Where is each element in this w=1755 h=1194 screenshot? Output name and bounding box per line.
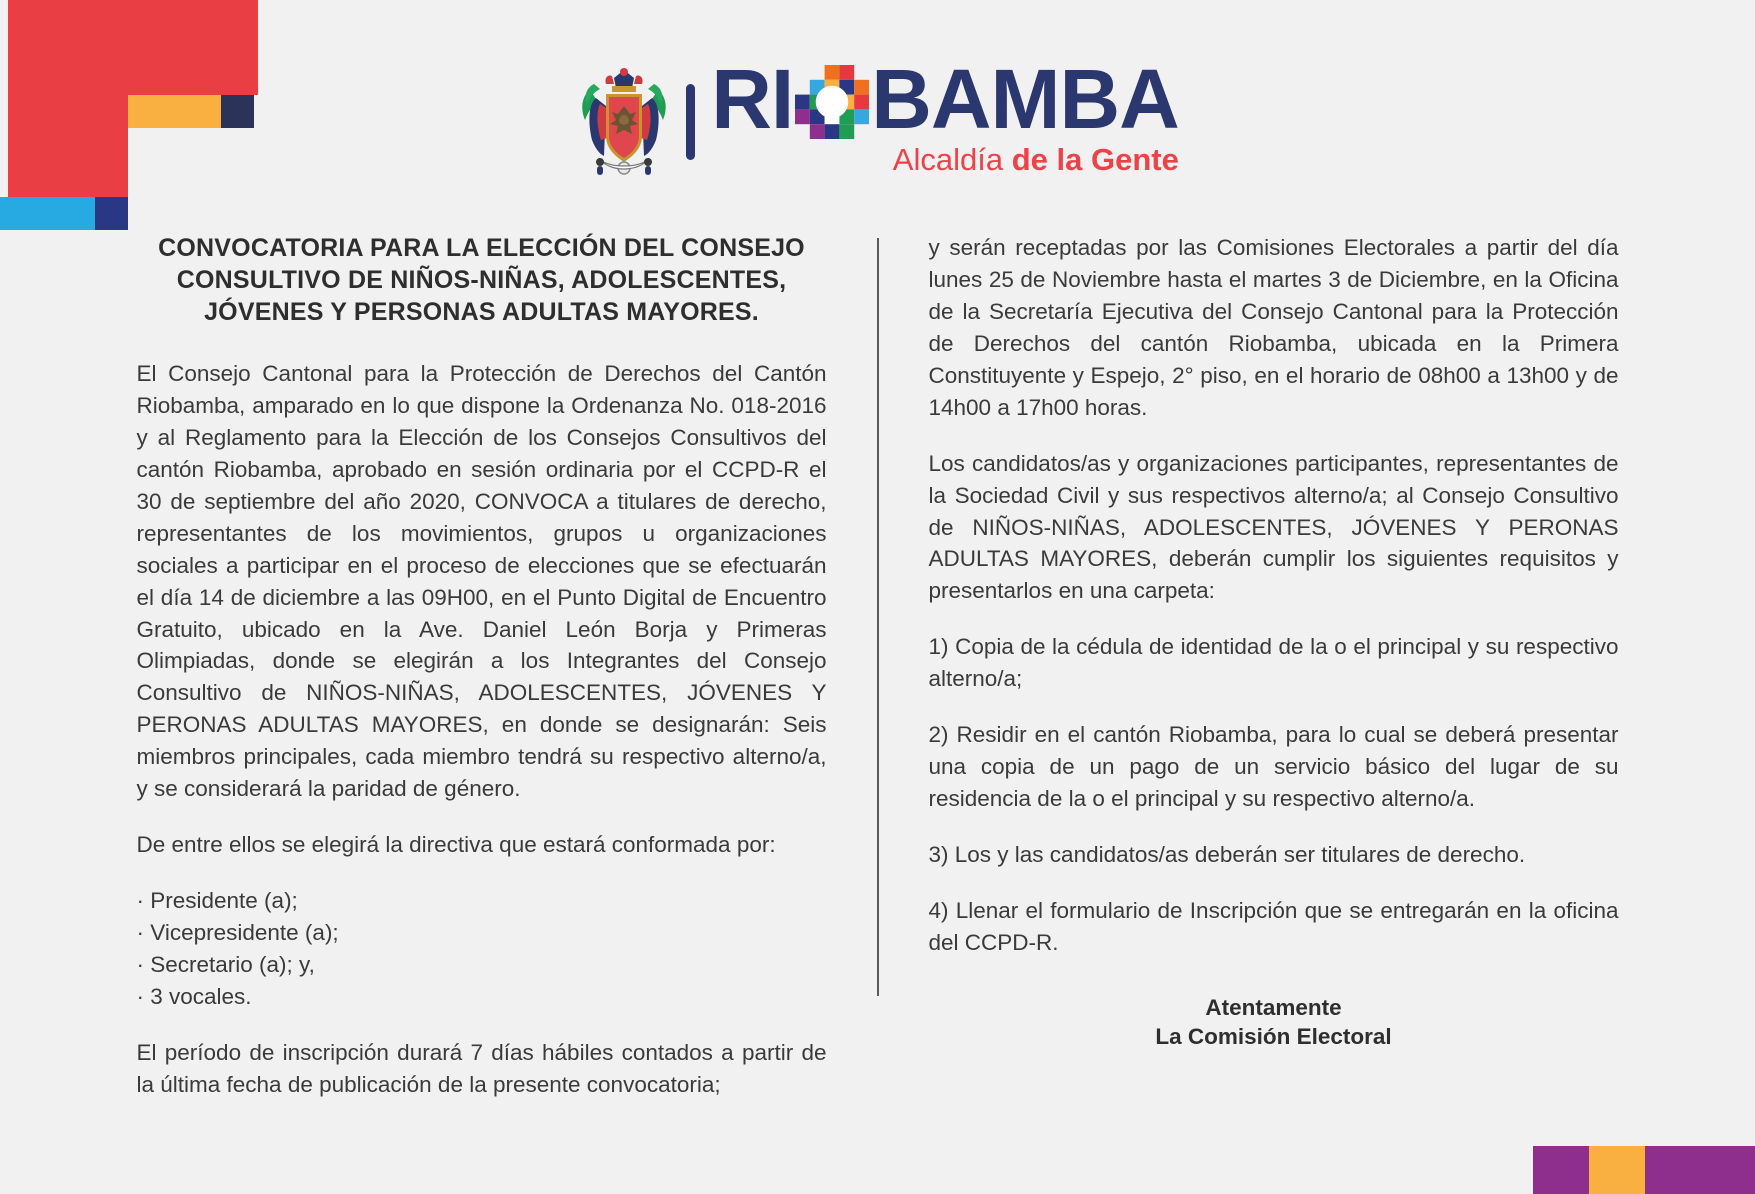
deco-cyan-bar <box>0 197 95 230</box>
logo-divider-bar <box>686 84 695 160</box>
wordmark-ri: RI <box>711 52 794 146</box>
left-column <box>137 232 877 1101</box>
list-item: · Secretario (a); y, <box>136 951 315 977</box>
logo-text-stack <box>711 52 1179 178</box>
page-title: CONVOCATORIA PARA LA ELECCIÓN DEL CONSEJO CONSULTIVO DE NIÑOS-NIÑAS, ADOLESCENTES, JÓVENES Y PERSONAS ADULTAS MAYORES. <box>158 234 805 326</box>
requirement-item-1: 1) Copia de la cédula de identidad de la o el principal y su respectivo alterno/a; <box>928 634 1619 692</box>
tagline-bold: de la Gente <box>1011 141 1179 177</box>
right-column <box>879 232 1619 1101</box>
deco-yellow-bar <box>1589 1146 1645 1194</box>
decorative-corner-bottomright <box>1533 1146 1755 1194</box>
requirement-item-3: 3) Los y las candidatos/as deberán ser titulares de derecho. <box>928 842 1526 867</box>
logo-tagline <box>711 142 1179 178</box>
list-item: · Vicepresidente (a); <box>136 920 339 945</box>
list-item: · Presidente (a); <box>136 888 298 914</box>
page-header <box>0 52 1755 178</box>
document-body <box>0 232 1755 1101</box>
mosaic-cross-icon <box>795 65 869 139</box>
left-paragraph-2: De entre ellos se elegirá la directiva que estará conformada por: <box>136 832 776 858</box>
right-paragraph-2: Los candidatos/as y organizaciones participantes, representantes de la Sociedad Civil y sus respectivos alterno/a; al Consejo Consultivo de NIÑOS-NIÑAS, ADOLESCENTES, JÓVENES Y PERONAS ADULTAS MAYORES, deberán cumplir los siguientes requisitos y presentarlos en una carpeta: <box>928 450 1619 604</box>
wordmark-bamba: BAMBA <box>871 52 1179 146</box>
deco-purple-bar-right <box>1645 1146 1755 1194</box>
deco-navy-square-bottom <box>95 197 128 230</box>
right-paragraph-1: y serán receptadas por las Comisiones Electorales a partir del día lunes 25 de Noviembre hasta el martes 3 de Diciembre, en la Oficina de la Secretaría Ejecutiva del Consejo Cantonal para la Protección de Derechos del cantón Riobamba, ubicada en la Primera Constituyente y Espejo, 2° piso, en el horario de 08h00 a 13h00 y de 14h00 a 17h00 horas. <box>928 235 1619 420</box>
directiva-bullet-list <box>137 885 827 1013</box>
signature-block <box>929 993 1619 1052</box>
deco-purple-bar-left <box>1533 1146 1589 1194</box>
signature-line-2: La Comisión Electoral <box>1155 1024 1392 1050</box>
riobamba-logo <box>576 52 1179 178</box>
coat-of-arms-icon <box>576 62 672 177</box>
wordmark <box>711 52 1179 146</box>
signature-line-1: Atentamente <box>1205 994 1342 1020</box>
requirement-item-4: 4) Llenar el formulario de Inscripción que se entregarán en la oficina del CCPD-R. <box>928 897 1619 955</box>
list-item: · 3 vocales. <box>136 983 252 1009</box>
left-paragraph-3: El período de inscripción durará 7 días hábiles contados a partir de la última fecha de publicación de la presente convocatoria; <box>136 1039 827 1097</box>
tagline-light: Alcaldía <box>892 141 1012 177</box>
left-paragraph-1: El Consejo Cantonal para la Protección de Derechos del Cantón Riobamba, amparado en lo que dispone la Ordenanza No. 018-2016 y al Reglamento para la Elección de los Consejos Consultivos del cantón Riobamba, aprobado en sesión ordinaria por el CCPD-R el 30 de septiembre del año 2020, CONVOCA a titulares de derecho, representantes de los movimientos, grupos u organizaciones sociales a participar en el proceso de elecciones que se efectuarán el día 14 de diciembre a las 09H00, en el Punto Digital de Encuentro Gratuito, ubicado en la Ave. Daniel León Borja y Primeras Olimpiadas, donde se elegirán a los Integrantes del Consejo Consultivo de NIÑOS-NIÑAS, ADOLESCENTES, JÓVENES Y PERONAS ADULTAS MAYORES, en donde se designarán: Seis miembros principales, cada miembro tendrá su respectivo alterno/a, y se considerará la paridad de género. <box>136 361 827 802</box>
requirement-item-2: 2) Residir en el cantón Riobamba, para lo cual se deberá presentar una copia de un pago de un servicio básico del lugar de su residencia de la o el principal y su respectivo alterno/a. <box>928 722 1619 812</box>
